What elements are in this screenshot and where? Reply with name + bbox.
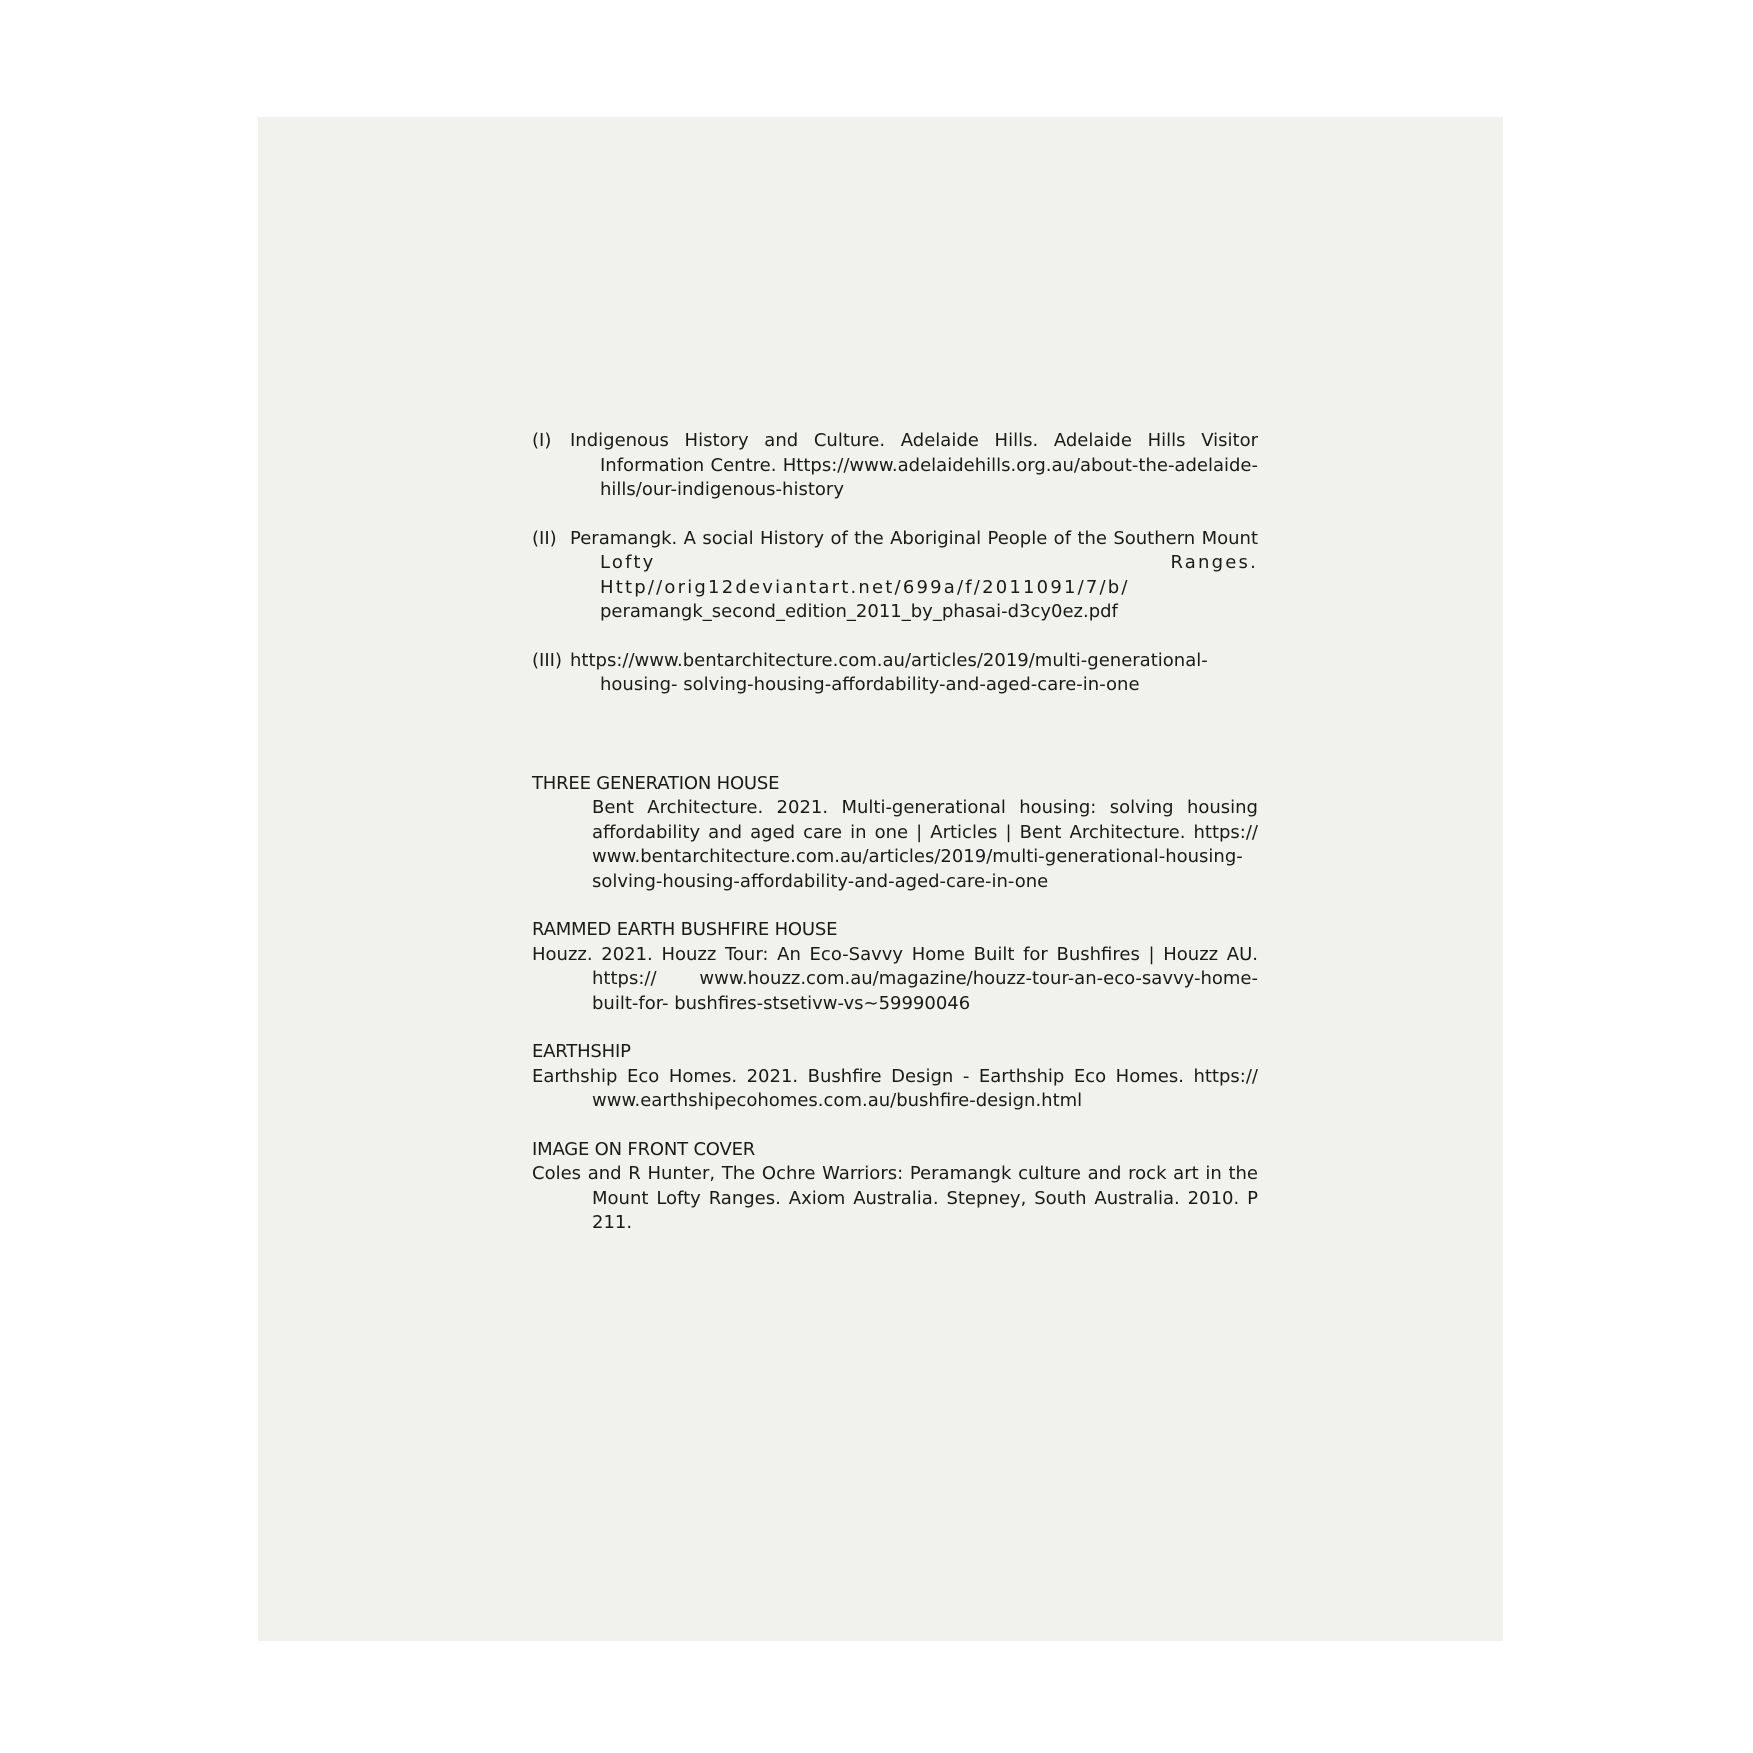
bibliography (532, 429, 1258, 1260)
source-section (532, 918, 1258, 1016)
reference-number: (II) (532, 527, 557, 549)
reference-text (570, 650, 1208, 696)
source-line: www.bentarchitecture.com.au/articles/2019/multi-generational-housing- (592, 846, 1243, 867)
source-line: Houzz. 2021. Houzz Tour: An Eco-Savvy Home Built for Bushfires | Houzz AU. https:// (532, 943, 1258, 989)
source-entry (532, 1065, 1258, 1114)
source-section (532, 1040, 1258, 1114)
reference-number: (I) (532, 430, 552, 451)
reference-item (532, 649, 1258, 698)
source-line: Earthship Eco Homes. 2021. Bushfire Design - Earthship Eco Homes. https:// (532, 1065, 1258, 1087)
source-line: bushfires-stsetivw-vs~59990046 (674, 992, 971, 1014)
reference-number: (III) (532, 649, 562, 671)
reference-item (532, 527, 1258, 625)
reference-line: Information Centre. Https://www.adelaidehills.org.au/about-the-adelaide- (600, 454, 1258, 476)
reference-line: solving-housing-affordability-and-aged-care-in-one (683, 674, 1140, 695)
section-heading: EARTHSHIP (532, 1041, 631, 1062)
source-line: affordability and aged care in one | Articles | Bent Architecture. https:// (592, 821, 1258, 843)
reference-line: Lofty Ranges. Http//orig12deviantart.net/699a/f/2011091/7/b/ (600, 552, 1258, 598)
reference-text (570, 528, 1258, 623)
section-heading: RAMMED EARTH BUSHFIRE HOUSE (532, 919, 838, 940)
source-section (532, 1138, 1258, 1236)
reference-line: hills/our-indigenous-history (600, 479, 844, 500)
source-line: www.houzz.com.au/magazine/houzz-tour-an-eco-savvy-home-built-for- (592, 968, 1258, 1014)
source-entry (532, 1162, 1258, 1236)
reference-list (532, 429, 1258, 698)
reference-text (570, 430, 1258, 500)
source-entry (532, 943, 1258, 1017)
source-line: Bent Architecture. 2021. Multi-generational housing: solving housing (592, 797, 1258, 818)
reference-line: Indigenous History and Culture. Adelaide Hills. Adelaide Hills Visitor (570, 430, 1258, 451)
source-line: www.earthshipecohomes.com.au/bushfire-design.html (592, 1090, 1083, 1111)
source-section (532, 772, 1258, 895)
source-entry (532, 796, 1258, 894)
source-line: Mount Lofty Ranges. Axiom Australia. Stepney, South Australia. 2010. P 211. (592, 1187, 1258, 1233)
section-heading: IMAGE ON FRONT COVER (532, 1138, 756, 1160)
reference-line: https://www.bentarchitecture.com.au/articles/2019/multi-generational-housing- (570, 649, 1208, 695)
reference-line: Peramangk. A social History of the Aboriginal People of the Southern Mount (570, 527, 1258, 549)
reference-line: peramangk_second_edition_2011_by_phasai-d3cy0ez.pdf (600, 601, 1118, 622)
section-heading: THREE GENERATION HOUSE (532, 772, 780, 794)
source-line: solving-housing-affordability-and-aged-care-in-one (592, 870, 1049, 892)
source-line: Coles and R Hunter, The Ochre Warriors: Peramangk culture and rock art in the (532, 1163, 1258, 1184)
reference-item (532, 429, 1258, 503)
